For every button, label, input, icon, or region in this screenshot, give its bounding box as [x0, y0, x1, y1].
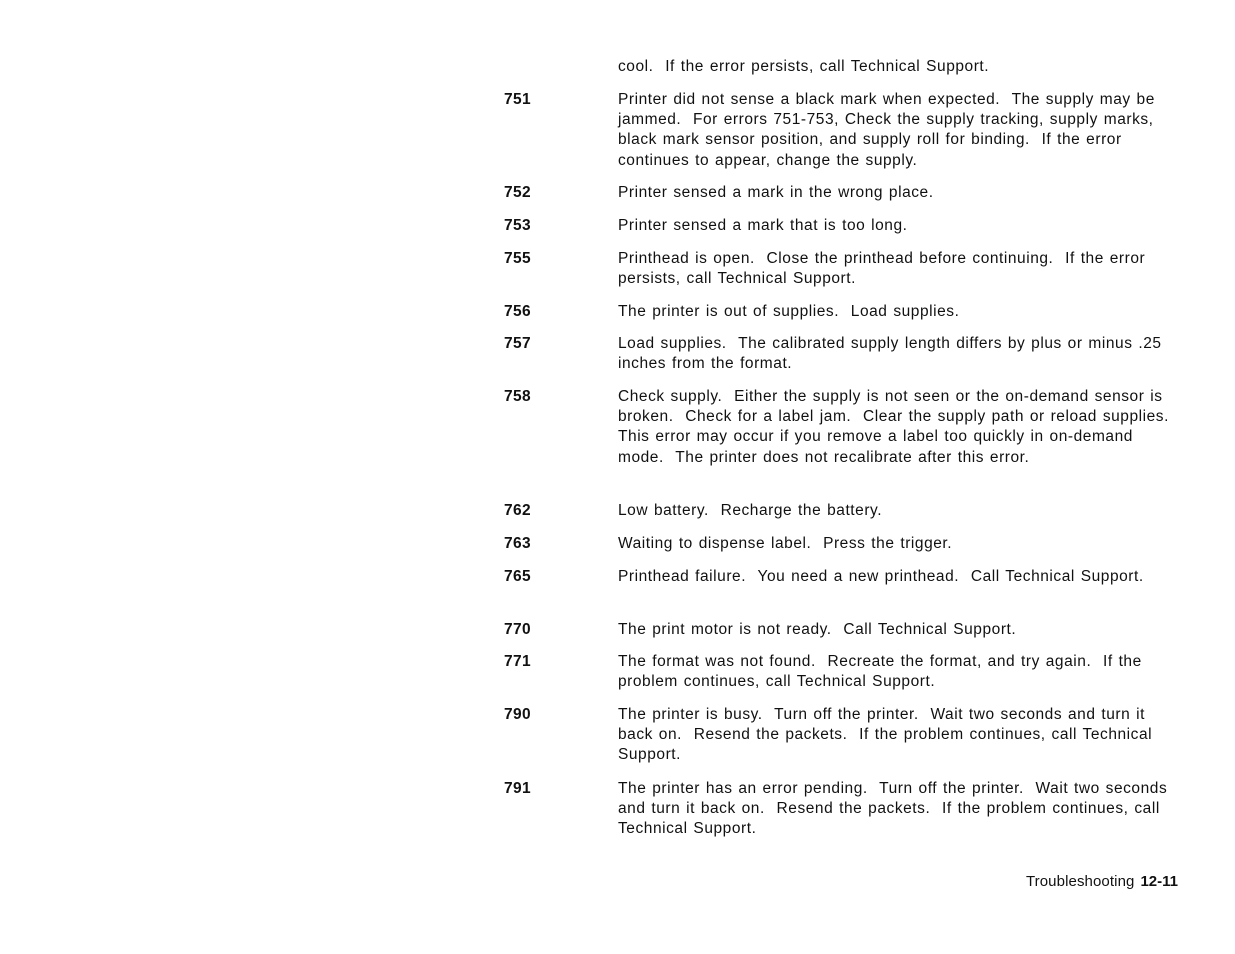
- error-code: 751: [504, 91, 532, 108]
- error-description: The format was not found. Recreate the format, and try again. If the problem continues, call Technical Support.: [618, 653, 1148, 691]
- error-description: Low battery. Recharge the battery.: [618, 502, 883, 519]
- error-description: Waiting to dispense label. Press the trigger.: [618, 535, 953, 552]
- footer-section-title: Troubleshooting: [1025, 873, 1135, 890]
- error-code: 763: [504, 535, 532, 552]
- error-code: 771: [504, 653, 532, 670]
- error-description: The printer is out of supplies. Load supplies.: [618, 303, 960, 320]
- error-description: Printer sensed a mark in the wrong place.: [618, 184, 934, 201]
- error-description: Printhead is open. Close the printhead before continuing. If the error persists, call Technical Support.: [618, 250, 1152, 288]
- error-description: The printer is busy. Turn off the printer. Wait two seconds and turn it back on. Resend the packets. If the problem continues, call Technical Support.: [618, 706, 1158, 764]
- error-description: Check supply. Either the supply is not seen or the on-demand sensor is broken. Check for a label jam. Clear the supply path or reload supplies. This error may occur if you remove a label too quickly in on-demand mode. The printer does not recalibrate after this error.: [618, 388, 1181, 466]
- error-description: Load supplies. The calibrated supply length differs by plus or minus .25 inches from the format.: [618, 335, 1168, 373]
- continuation-paragraph: cool. If the error persists, call Technical Support.: [618, 58, 990, 75]
- error-description: Printer sensed a mark that is too long.: [618, 217, 908, 234]
- page-number: 12-11: [1140, 873, 1178, 890]
- error-code: 770: [504, 621, 532, 638]
- error-code: 758: [504, 388, 532, 405]
- error-code: 752: [504, 184, 532, 201]
- error-code: 755: [504, 250, 532, 267]
- error-code: 790: [504, 706, 532, 723]
- error-code: 753: [504, 217, 532, 234]
- error-code: 756: [504, 303, 532, 320]
- error-description: The printer has an error pending. Turn off the printer. Wait two seconds and turn it back on. Resend the packets. If the problem continues, call Technical Support.: [618, 780, 1174, 838]
- error-description: The print motor is not ready. Call Technical Support.: [618, 621, 1017, 638]
- error-code: 762: [504, 502, 532, 519]
- error-code: 765: [504, 568, 532, 585]
- error-description: Printer did not sense a black mark when expected. The supply may be jammed. For errors 751-753, Check the supply tracking, supply marks, black mark sensor position, and supply roll for binding. If the error continues to appear, change the supply.: [618, 91, 1161, 169]
- error-description: Printhead failure. You need a new printhead. Call Technical Support.: [618, 568, 1144, 585]
- error-code: 791: [504, 780, 532, 797]
- error-code: 757: [504, 335, 532, 352]
- page-footer: [1026, 872, 1178, 892]
